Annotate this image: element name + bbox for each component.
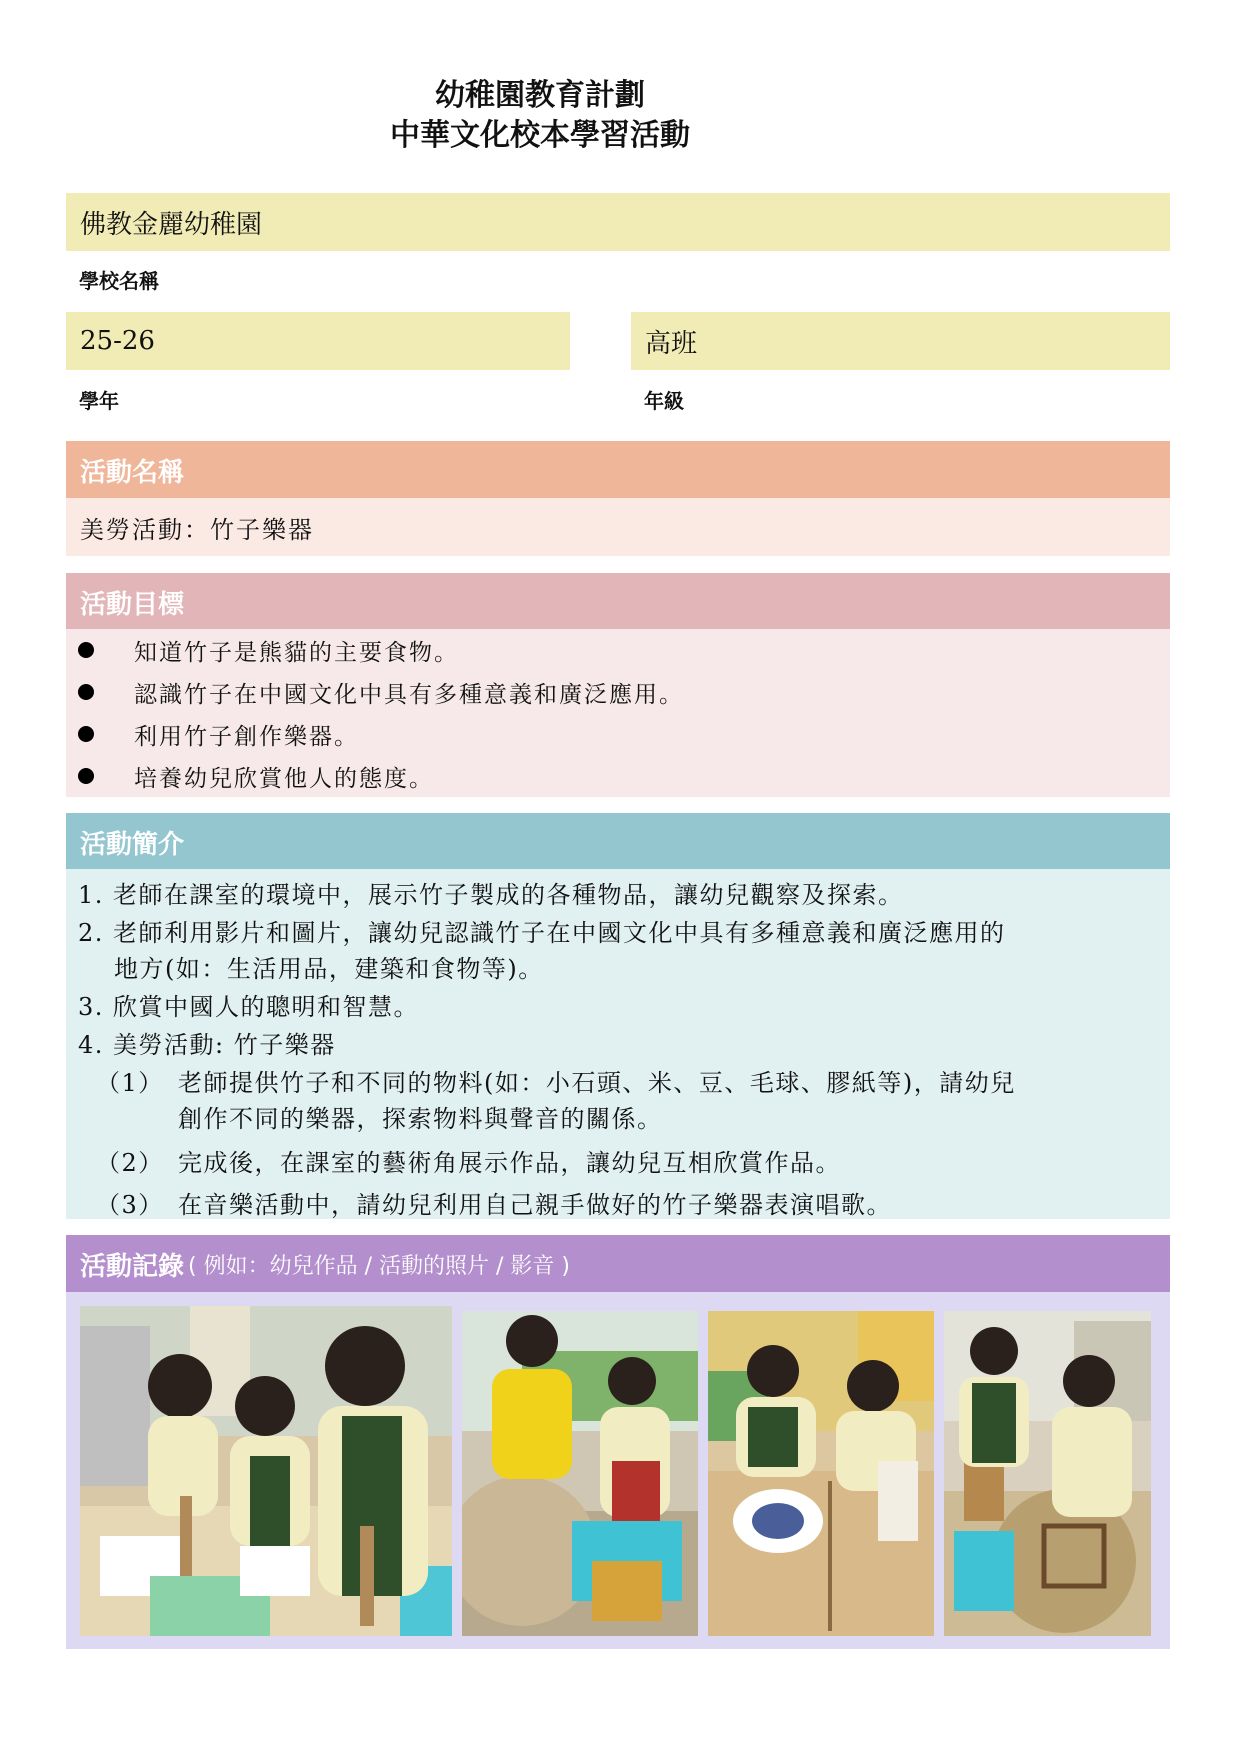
school-name-field: 佛教金麗幼稚園 — [66, 193, 1170, 251]
sub-item-text: 創作不同的樂器，探索物料與聲音的關係。 — [178, 1105, 663, 1133]
objective-item: 認識竹子在中國文化中具有多種意義和廣泛應用。 — [66, 671, 684, 713]
activity-photo — [80, 1306, 452, 1636]
intro-line: 1. 老師在課室的環境中，展示竹子製成的各種物品，讓幼兒觀察及探索。 — [78, 881, 904, 909]
grade-label: 年級 — [644, 389, 684, 413]
bullet-icon — [78, 726, 94, 742]
activity-name-heading: 活動名稱 — [66, 441, 1170, 499]
objective-item: 培養幼兒欣賞他人的態度。 — [66, 755, 434, 797]
record-heading-subtitle: ( 例如：幼兒作品 / 活動的照片 / 影音 ) — [188, 1253, 570, 1279]
activity-photo — [462, 1311, 698, 1636]
activity-name-value: 美勞活動：竹子樂器 — [66, 498, 1170, 556]
bullet-icon — [78, 684, 94, 700]
grade-field: 高班 — [631, 312, 1170, 370]
objective-item: 知道竹子是熊貓的主要食物。 — [66, 629, 459, 671]
intro-line: 2. 老師利用影片和圖片，讓幼兒認識竹子在中國文化中具有多種意義和廣泛應用的 — [78, 919, 1006, 947]
sub-item-text: 老師提供竹子和不同的物料(如：小石頭、米、豆、毛球、膠紙等)，請幼兒 — [178, 1069, 1016, 1097]
bullet-icon — [78, 768, 94, 784]
school-name-label: 學校名稱 — [79, 269, 159, 293]
sub-item-text: 完成後，在課室的藝術角展示作品，讓幼兒互相欣賞作品。 — [178, 1149, 841, 1177]
title-line-1: 幼稚園教育計劃 — [435, 78, 645, 113]
sub-item-number: （1） — [96, 1069, 164, 1097]
record-photos — [66, 1292, 1170, 1649]
sub-item-text: 在音樂活動中，請幼兒利用自己親手做好的竹子樂器表演唱歌。 — [178, 1191, 892, 1219]
objective-item: 利用竹子創作樂器。 — [66, 713, 359, 755]
school-year-field: 25-26 — [66, 312, 570, 370]
sub-item-number: （2） — [96, 1149, 164, 1177]
activity-photo — [708, 1311, 934, 1636]
objectives-heading: 活動目標 — [66, 573, 1170, 631]
school-year-label: 學年 — [79, 389, 119, 413]
intro-content — [66, 869, 1170, 1219]
record-heading — [66, 1235, 1170, 1293]
intro-line: 地方(如：生活用品，建築和食物等)。 — [114, 955, 544, 983]
activity-photo — [944, 1311, 1151, 1636]
sub-item-number: （3） — [96, 1191, 164, 1219]
page-title — [0, 76, 1080, 156]
intro-heading: 活動簡介 — [66, 813, 1170, 871]
record-heading-title: 活動記錄 — [80, 1251, 185, 1282]
objectives-list — [66, 629, 1170, 797]
intro-line: 3. 欣賞中國人的聰明和智慧。 — [78, 993, 420, 1021]
intro-line: 4. 美勞活動: 竹子樂器 — [78, 1031, 336, 1059]
title-line-2: 中華文化校本學習活動 — [390, 118, 690, 153]
bullet-icon — [78, 642, 94, 658]
